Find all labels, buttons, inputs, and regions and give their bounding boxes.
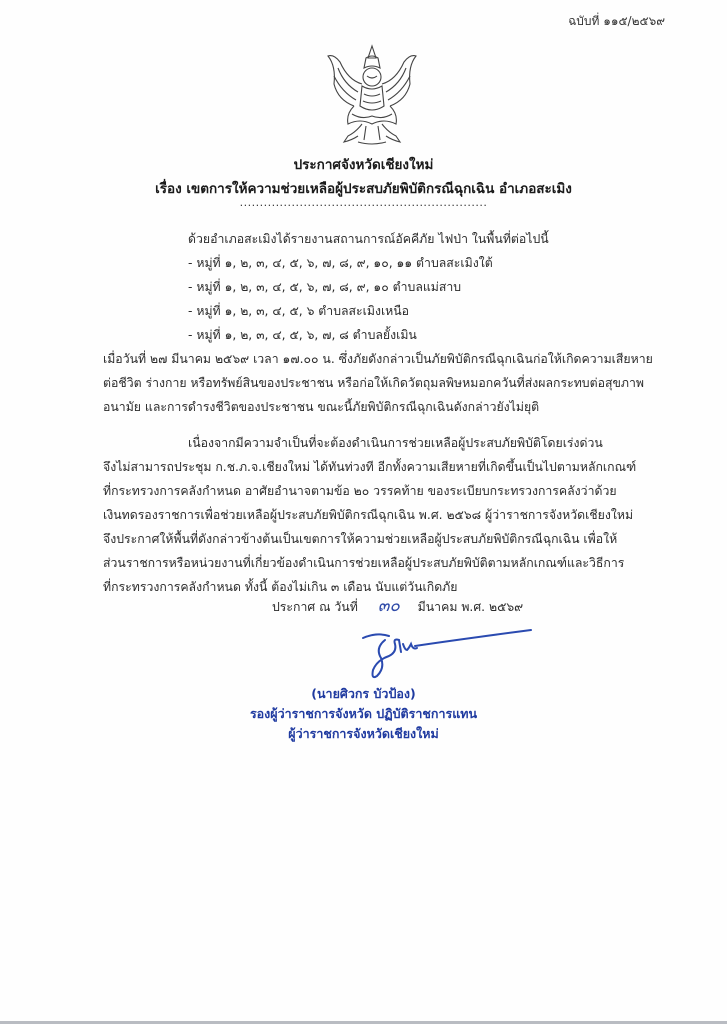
paragraph2-line: จึงไม่สามารถประชุม ก.ช.ภ.จ.เชียงใหม่ ได้ทันท่วงที อีกทั้งความเสียหายที่เกิดขึ้นเป็นไปตามหลักเกณฑ์ xyxy=(103,460,637,474)
announce-month-year: มีนาคม พ.ศ. ๒๕๖๙ xyxy=(417,600,524,614)
announcement-subject: เรื่อง เขตการให้ความช่วยเหลือผู้ประสบภัยพิบัติกรณีฉุกเฉิน อำเภอสะเมิง xyxy=(155,181,572,197)
paragraph1-line: อนามัย และการดำรงชีวิตของประชาชน ขณะนี้ภัยพิบัติกรณีฉุกเฉินดังกล่าวยังไม่ยุติ xyxy=(103,400,540,414)
area-item: - หมู่ที่ ๑, ๒, ๓, ๔, ๕, ๖, ๗, ๘ ตำบลยั้งเมิน xyxy=(188,328,417,342)
announcement-title: ประกาศจังหวัดเชียงใหม่ xyxy=(293,157,434,173)
signer-position: รองผู้ว่าราชการจังหวัด ปฏิบัติราชการแทน xyxy=(249,706,478,721)
paragraph2-line: ที่กระทรวงการคลังกำหนด อาศัยอำนาจตามข้อ ๒๐ วรรคท้าย ของระเบียบกระทรวงการคลังว่าด้วย xyxy=(103,484,617,498)
signer-name: (นายศิวกร บัวป้อง) xyxy=(311,686,416,701)
garuda-emblem-icon xyxy=(318,44,426,148)
paragraph1-line: เมื่อวันที่ ๒๗ มีนาคม ๒๕๖๙ เวลา ๑๗.๐๐ น. ซึ่งภัยดังกล่าวเป็นภัยพิบัติกรณีฉุกเฉินก่อให้เกิดความเสียหาย xyxy=(103,352,653,366)
handwritten-day: ๓๐ xyxy=(377,596,400,616)
paragraph1-line: ต่อชีวิต ร่างกาย หรือทรัพย์สินของประชาชน หรือก่อให้เกิดวัตถุมลพิษหมอกควันที่ส่งผลกระทบต่อสุขภาพ xyxy=(103,376,645,390)
document-number: ฉบับที่ ๑๑๕/๒๕๖๙ xyxy=(568,14,665,28)
area-item: - หมู่ที่ ๑, ๒, ๓, ๔, ๕, ๖, ๗, ๘, ๙, ๑๐ ตำบลแม่สาบ xyxy=(188,280,462,294)
paragraph2-line: ที่กระทรวงการคลังกำหนด ทั้งนี้ ต้องไม่เกิน ๓ เดือน นับแต่วันเกิดภัย xyxy=(103,580,458,594)
paragraph2-line: เนื่องจากมีความจำเป็นที่จะต้องดำเนินการช่วยเหลือผู้ประสบภัยพิบัติโดยเร่งด่วน xyxy=(188,436,603,450)
paragraph2-line: เงินทดรองราชการเพื่อช่วยเหลือผู้ประสบภัยพิบัติกรณีฉุกเฉิน พ.ศ. ๒๕๖๘ ผู้ว่าราชการจังหวัดเชียงใหม่ xyxy=(103,508,634,522)
signer-position-2: ผู้ว่าราชการจังหวัดเชียงใหม่ xyxy=(288,726,439,741)
area-item: - หมู่ที่ ๑, ๒, ๓, ๔, ๕, ๖ ตำบลสะเมิงเหนือ xyxy=(188,304,410,318)
area-item: - หมู่ที่ ๑, ๒, ๓, ๔, ๕, ๖, ๗, ๘, ๙, ๑๐, ๑๑ ตำบลสะเมิงใต้ xyxy=(188,256,493,270)
intro-line: ด้วยอำเภอสะเมิงได้รายงานสถานการณ์อัคคีภัย ไฟป่า ในพื้นที่ต่อไปนี้ xyxy=(188,232,549,246)
separator-dots: .............................................................. xyxy=(239,196,488,209)
announce-prefix: ประกาศ ณ วันที่ xyxy=(272,600,358,614)
paragraph2-line: จึงประกาศให้พื้นที่ดังกล่าวข้างต้นเป็นเขตการให้ความช่วยเหลือผู้ประสบภัยพิบัติกรณีฉุกเฉิน เพื่อให้ xyxy=(103,532,618,546)
signature-icon xyxy=(355,620,535,680)
paragraph2-line: ส่วนราชการหรือหน่วยงานที่เกี่ยวข้องดำเนินการช่วยเหลือผู้ประสบภัยพิบัติตามหลักเกณฑ์และวิธีการ xyxy=(103,556,625,570)
announcement-date xyxy=(272,592,523,619)
